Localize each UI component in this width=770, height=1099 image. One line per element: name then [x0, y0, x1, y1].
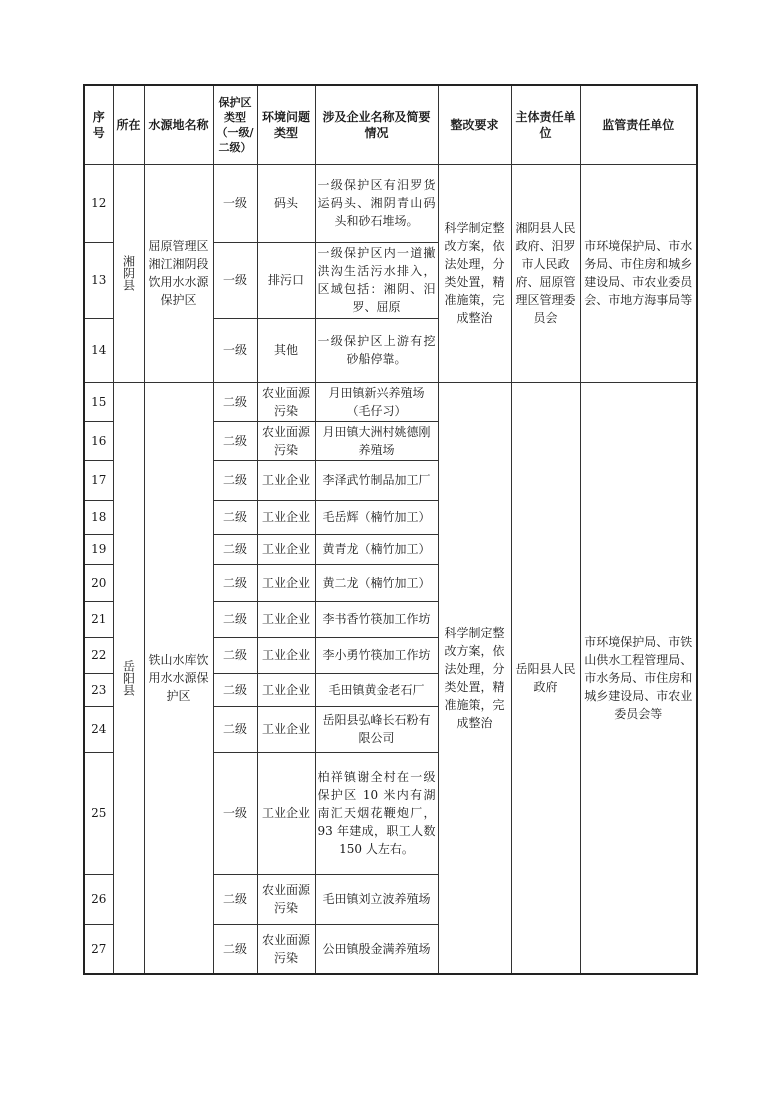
header-requirement: 整改要求: [438, 85, 511, 164]
enterprise-detail: 公田镇殷金满养殖场: [315, 924, 438, 974]
enterprise-detail: 一级保护区上游有挖砂船停靠。: [315, 318, 438, 382]
row-number: 16: [84, 421, 113, 460]
row-number: 17: [84, 460, 113, 500]
row-number: 21: [84, 601, 113, 637]
protection-level: 二级: [213, 382, 257, 421]
enterprise-detail: 黄青龙（楠竹加工）: [315, 534, 438, 564]
issue-type: 农业面源污染: [257, 421, 315, 460]
row-number: 25: [84, 752, 113, 874]
header-supervisor: 监管责任单位: [580, 85, 697, 164]
row-number: 22: [84, 637, 113, 673]
issue-type: 工业企业: [257, 534, 315, 564]
protection-level: 二级: [213, 601, 257, 637]
issue-type: 工业企业: [257, 752, 315, 874]
row-number: 27: [84, 924, 113, 974]
issue-type: 工业企业: [257, 601, 315, 637]
header-location: 所在: [113, 85, 144, 164]
row-number: 19: [84, 534, 113, 564]
row-number: 12: [84, 164, 113, 242]
responsible-unit-cell: 湘阴县人民政府、汨罗市人民政府、屈原管理区管理委员会: [511, 164, 580, 382]
issue-type: 工业企业: [257, 706, 315, 752]
issue-type: 工业企业: [257, 460, 315, 500]
enterprise-detail: 毛岳辉（楠竹加工）: [315, 500, 438, 534]
issue-type: 农业面源污染: [257, 874, 315, 924]
enterprise-detail: 毛田镇刘立波养殖场: [315, 874, 438, 924]
enterprise-detail: 李小勇竹筷加工作坊: [315, 637, 438, 673]
supervisor-unit-cell: 市环境保护局、市水务局、市住房和城乡建设局、市农业委员会、市地方海事局等: [580, 164, 697, 382]
rectification-table: [83, 84, 698, 975]
issue-type: 工业企业: [257, 500, 315, 534]
enterprise-detail: 一级保护区有汨罗货运码头、湘阴青山码头和砂石堆场。: [315, 164, 438, 242]
issue-type: 排污口: [257, 242, 315, 318]
row-number: 20: [84, 564, 113, 601]
enterprise-detail: 月田镇新兴养殖场（毛仔习）: [315, 382, 438, 421]
header-type: 环境问题类型: [257, 85, 315, 164]
issue-type: 农业面源污染: [257, 382, 315, 421]
county-cell: 岳阳县: [113, 382, 144, 974]
header-source: 水源地名称: [144, 85, 213, 164]
row-number: 13: [84, 242, 113, 318]
enterprise-detail: 月田镇大洲村姚德刚养殖场: [315, 421, 438, 460]
water-source-cell: 屈原管理区湘江湘阴段饮用水水源保护区: [144, 164, 213, 382]
table-row: [84, 382, 697, 421]
issue-type: 农业面源污染: [257, 924, 315, 974]
enterprise-detail: 一级保护区内一道撇洪沟生活污水排入，区域包括：湘阴、汨罗、屈原: [315, 242, 438, 318]
header-responsible: 主体责任单位: [511, 85, 580, 164]
issue-type: 工业企业: [257, 637, 315, 673]
issue-type: 工业企业: [257, 564, 315, 601]
protection-level: 一级: [213, 242, 257, 318]
issue-type: 工业企业: [257, 673, 315, 706]
table-row: [84, 164, 697, 242]
enterprise-detail: 岳阳县弘峰长石粉有限公司: [315, 706, 438, 752]
protection-level: 二级: [213, 534, 257, 564]
protection-level: 一级: [213, 318, 257, 382]
issue-type: 其他: [257, 318, 315, 382]
issue-type: 码头: [257, 164, 315, 242]
enterprise-detail: 毛田镇黄金老石厂: [315, 673, 438, 706]
header-detail: 涉及企业名称及简要情况: [315, 85, 438, 164]
protection-level: 二级: [213, 706, 257, 752]
row-number: 15: [84, 382, 113, 421]
protection-level: 二级: [213, 500, 257, 534]
supervisor-unit-cell: 市环境保护局、市铁山供水工程管理局、市水务局、市住房和城乡建设局、市农业委员会等: [580, 382, 697, 974]
enterprise-detail: 李泽武竹制品加工厂: [315, 460, 438, 500]
responsible-unit-cell: 岳阳县人民政府: [511, 382, 580, 974]
protection-level: 二级: [213, 637, 257, 673]
protection-level: 一级: [213, 164, 257, 242]
row-number: 18: [84, 500, 113, 534]
requirement-cell: 科学制定整改方案，依法处理，分类处置，精准施策，完成整治: [438, 164, 511, 382]
enterprise-detail: 黄二龙（楠竹加工）: [315, 564, 438, 601]
header-level: 保护区类型（一级/二级）: [213, 85, 257, 164]
row-number: 26: [84, 874, 113, 924]
requirement-cell: 科学制定整改方案，依法处理，分类处置，精准施策，完成整治: [438, 382, 511, 974]
protection-level: 二级: [213, 924, 257, 974]
protection-level: 一级: [213, 752, 257, 874]
protection-level: 二级: [213, 673, 257, 706]
row-number: 14: [84, 318, 113, 382]
county-cell: 湘阴县: [113, 164, 144, 382]
row-number: 24: [84, 706, 113, 752]
row-number: 23: [84, 673, 113, 706]
protection-level: 二级: [213, 874, 257, 924]
enterprise-detail: 柏祥镇谢全村在一级保护区 10 米内有湖南汇天烟花鞭炮厂，93 年建成，职工人数 150 人左右。: [315, 752, 438, 874]
water-source-cell: 铁山水库饮用水水源保护区: [144, 382, 213, 974]
enterprise-detail: 李书香竹筷加工作坊: [315, 601, 438, 637]
protection-level: 二级: [213, 421, 257, 460]
protection-level: 二级: [213, 460, 257, 500]
header-row: [84, 85, 697, 164]
protection-level: 二级: [213, 564, 257, 601]
header-no: 序号: [84, 85, 113, 164]
